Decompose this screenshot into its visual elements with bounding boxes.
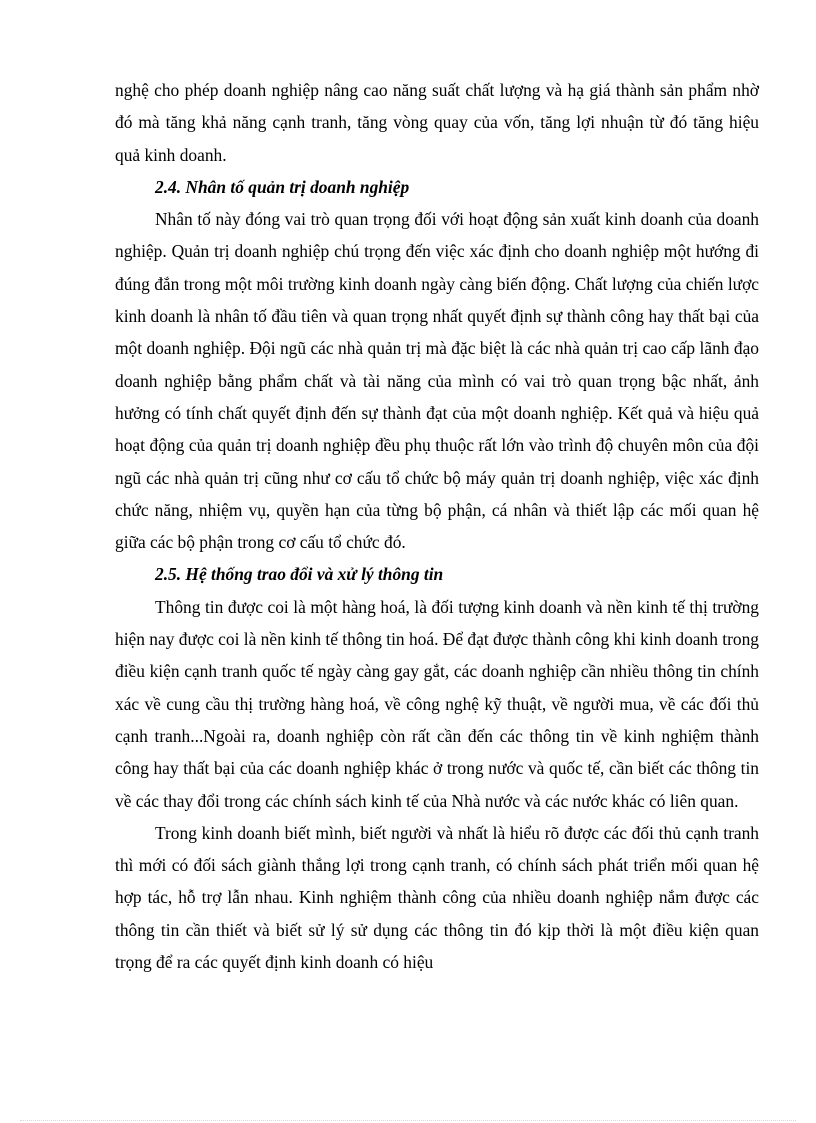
paragraph-business-knowledge: Trong kinh doanh biết mình, biết người và nhất là hiểu rõ được các đối thủ cạnh tranh thì mới có đối sách giành thắng lợi trong cạnh tranh, có chính sách phát triển mối quan hệ hợp tác, hỗ trợ lẫn nhau. Kinh nghiệm thành công của nhiều doanh nghiệp nắm được các thông tin cần thiết và biết sử lý sử dụng các thông tin đó kịp thời là một điều kiện quan trọng để ra các quyết định kinh doanh có hiệu bbox=[115, 822, 759, 973]
page-bottom-divider bbox=[20, 1120, 796, 1121]
section-heading-2-4: 2.4. Nhân tố quản trị doanh nghiệp bbox=[155, 176, 410, 197]
paragraph-intro-continuation: nghệ cho phép doanh nghiệp nâng cao năng suất chất lượng và hạ giá thành sản phẩm nhờ đó mà tăng khả năng cạnh tranh, tăng vòng quay của vốn, tăng lợi nhuận từ đó tăng hiệu quả kinh doanh. bbox=[115, 80, 759, 165]
paragraph-information-goods: Thông tin được coi là một hàng hoá, là đối tượng kinh doanh và nền kinh tế thị trường hiện nay được coi là nền kinh tế thông tin hoá. Để đạt được thành công khi kinh doanh trong điều kiện cạnh tranh quốc tế ngày càng gay gắt, các doanh nghiệp cần nhiều thông tin chính xác về cung cầu thị trường hàng hoá, về công nghệ kỹ thuật, về người mua, về các đối thủ cạnh tranh...Ngoài ra, doanh nghiệp còn rất cần đến các thông tin về kinh nghiệm thành công hay thất bại của các doanh nghiệp khác ở trong nước và quốc tế, cần biết các thông tin về các thay đổi trong các chính sách kinh tế của Nhà nước và các nước khác có liên quan. bbox=[115, 596, 759, 811]
paragraph-management-factor: Nhân tố này đóng vai trò quan trọng đối với hoạt động sản xuất kinh doanh của doanh nghiệp. Quản trị doanh nghiệp chú trọng đến việc xác định cho doanh nghiệp một hướng đi đúng đắn trong một môi trường kinh doanh ngày càng biến động. Chất lượng của chiến lược kinh doanh là nhân tố đầu tiên và quan trọng nhất quyết định sự thành công hay thất bại của một doanh nghiệp. Đội ngũ các nhà quản trị mà đặc biệt là các nhà quản trị cao cấp lãnh đạo doanh nghiệp bằng phẩm chất và tài năng của mình có vai trò quan trọng bậc nhất, ảnh hưởng có tính chất quyết định đến sự thành đạt của một doanh nghiệp. Kết quả và hiệu quả hoạt động của quản trị doanh nghiệp đều phụ thuộc rất lớn vào trình độ chuyên môn của đội ngũ các nhà quản trị cũng như cơ cấu tổ chức bộ máy quản trị doanh nghiệp, việc xác định chức năng, nhiệm vụ, quyền hạn của từng bộ phận, cá nhân và thiết lập các mối quan hệ giữa các bộ phận trong cơ cấu tổ chức đó. bbox=[115, 209, 759, 553]
section-heading-2-5: 2.5. Hệ thống trao đổi và xử lý thông tin bbox=[155, 564, 444, 585]
document-page bbox=[115, 74, 759, 978]
